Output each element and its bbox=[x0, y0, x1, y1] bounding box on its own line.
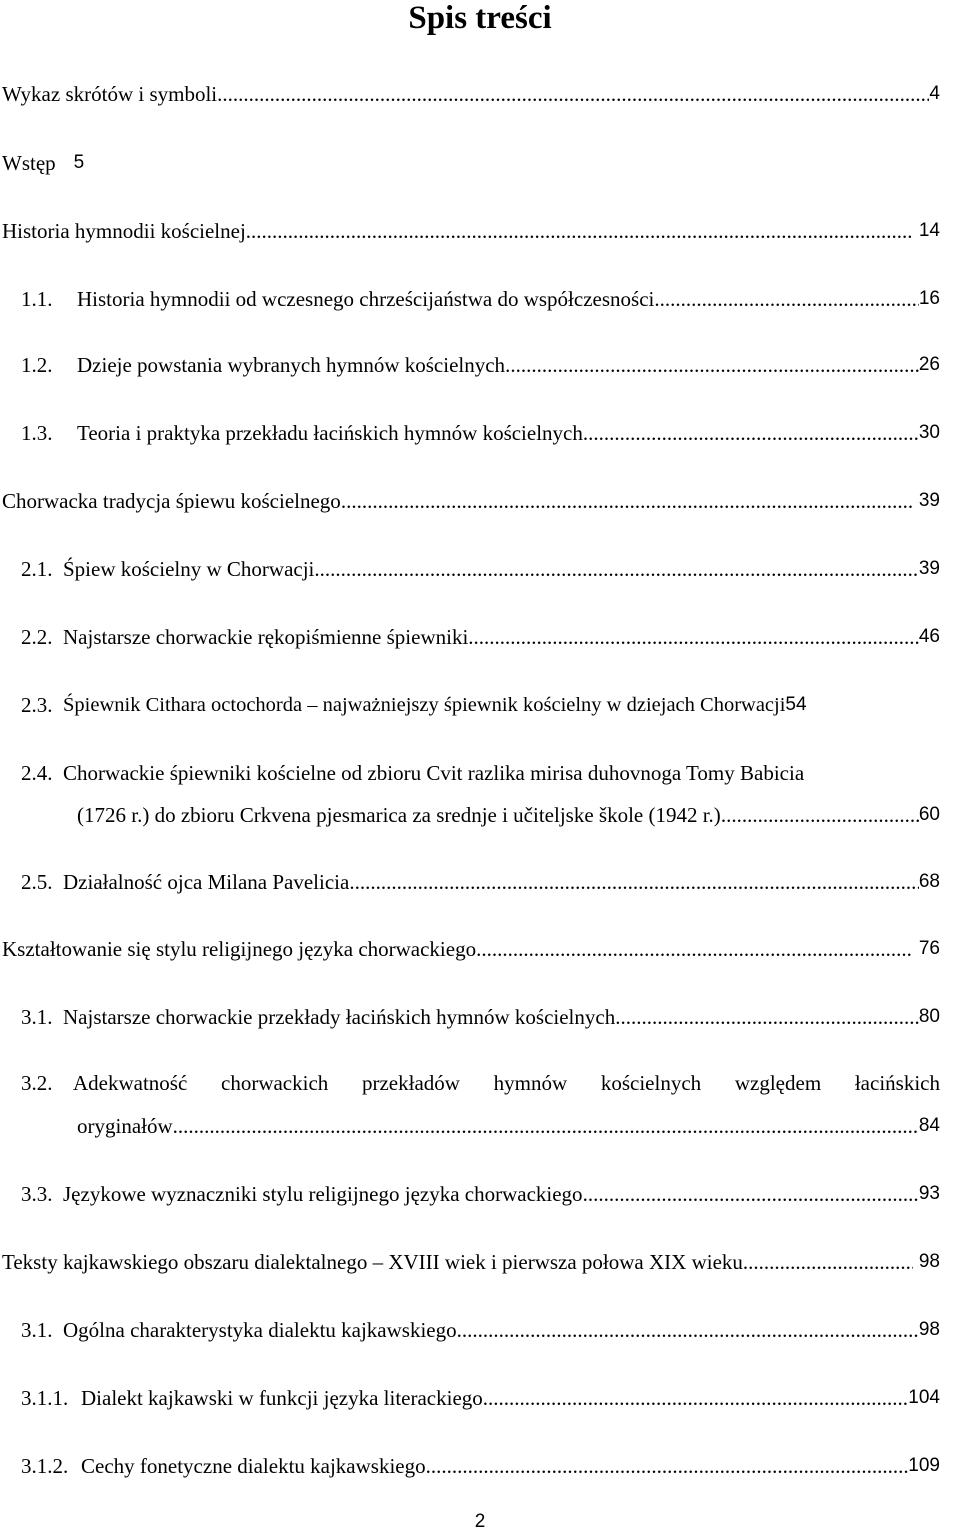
leader-dots bbox=[349, 867, 919, 897]
toc-entry[interactable] bbox=[21, 867, 940, 897]
toc-entry-continuation[interactable] bbox=[77, 1111, 940, 1141]
page-title: Spis treści bbox=[408, 0, 552, 36]
toc-entry-text: Adekwatność chorwackich przekładów hymnów kościelnych względem łacińskich bbox=[73, 1071, 940, 1095]
leader-dots bbox=[483, 1383, 909, 1413]
toc-entry[interactable] bbox=[21, 690, 940, 720]
leader-dots bbox=[173, 1111, 919, 1141]
toc-entry-number: 3.2. bbox=[21, 1071, 53, 1095]
leader-dots bbox=[583, 418, 919, 448]
toc-entry-text: Dzieje powstania wybranych hymnów kościelnych bbox=[77, 353, 506, 377]
leader-dots bbox=[426, 1451, 909, 1481]
toc-entry[interactable] bbox=[21, 1068, 940, 1098]
toc-entry-text: Działalność ojca Milana Pavelicia bbox=[63, 870, 350, 894]
toc-entry-page: 93 bbox=[918, 1183, 940, 1204]
leader-dots bbox=[314, 554, 918, 584]
toc-entry-number: 3.1. bbox=[21, 1005, 53, 1029]
toc-entry[interactable] bbox=[2, 79, 940, 109]
toc-entry[interactable] bbox=[21, 1383, 940, 1413]
toc-entry-text: Cechy fonetyczne dialektu kajkawskiego bbox=[81, 1454, 426, 1478]
toc-entry[interactable] bbox=[21, 758, 940, 788]
toc-entry[interactable] bbox=[21, 418, 940, 448]
toc-entry-text: Historia hymnodii od wczesnego chrześcijaństwa do współczesności bbox=[77, 287, 655, 311]
toc-entry-number: 3.1. bbox=[21, 1318, 53, 1342]
leader-dots bbox=[217, 79, 929, 109]
toc-entry-page: 104 bbox=[908, 1387, 940, 1408]
toc-entry-page: 84 bbox=[918, 1115, 940, 1136]
toc-entry[interactable] bbox=[21, 1451, 940, 1481]
toc-entry[interactable] bbox=[21, 1002, 940, 1032]
toc-entry-page: 98 bbox=[918, 1251, 940, 1272]
toc-entry-page: 39 bbox=[918, 490, 940, 511]
toc-entry[interactable] bbox=[2, 1247, 940, 1277]
toc-entry-page: 80 bbox=[918, 1006, 940, 1027]
toc-entry-page: 46 bbox=[918, 626, 940, 647]
leader-dots bbox=[721, 800, 919, 830]
toc-entry-text: Wstęp bbox=[2, 151, 56, 175]
toc-entry[interactable] bbox=[21, 1315, 940, 1345]
toc-entry-text: Chorwacka tradycja śpiewu kościelnego bbox=[2, 489, 341, 513]
toc-entry-text: Najstarsze chorwackie rękopiśmienne śpiewniki bbox=[63, 625, 469, 649]
toc-entry-page: 98 bbox=[918, 1319, 940, 1340]
toc-entry-page: 60 bbox=[918, 804, 940, 825]
toc-entry-page: 5 bbox=[73, 152, 85, 173]
toc-entry[interactable] bbox=[21, 554, 940, 584]
toc-entry[interactable] bbox=[21, 350, 940, 380]
toc-entry-page: 54 bbox=[785, 694, 807, 715]
toc-entry-page: 16 bbox=[918, 288, 940, 309]
toc-entry-page: 26 bbox=[918, 354, 940, 375]
toc-entry[interactable] bbox=[2, 486, 940, 516]
leader-dots bbox=[654, 284, 919, 314]
leader-dots bbox=[246, 216, 913, 246]
leader-dots bbox=[468, 622, 919, 652]
toc-entry-text: Teksty kajkawskiego obszaru dialektalnego – XVIII wiek i pierwsza połowa XIX wieku bbox=[2, 1250, 743, 1274]
toc-entry-text: Śpiewnik Cithara octochorda – najważniejszy śpiewnik kościelny w dziejach Chorwacji bbox=[63, 694, 786, 716]
toc-entry-number: 1.2. bbox=[21, 353, 53, 377]
toc-entry-text: Kształtowanie się stylu religijnego języka chorwackiego bbox=[2, 937, 477, 961]
toc-entry-number: 2.5. bbox=[21, 870, 53, 894]
toc-entry-number: 3.1.1. bbox=[21, 1386, 69, 1410]
toc-entry[interactable] bbox=[21, 1179, 940, 1209]
toc-entry-number: 1.1. bbox=[21, 287, 53, 311]
toc-entry-page: 76 bbox=[918, 938, 940, 959]
toc-entry-page: 109 bbox=[908, 1455, 940, 1476]
toc-entry[interactable] bbox=[2, 148, 202, 178]
toc-entry-number: 2.3. bbox=[21, 693, 53, 717]
toc-entry-number: 3.1.2. bbox=[21, 1454, 69, 1478]
toc-entry-number: 1.3. bbox=[21, 421, 53, 445]
toc-entry-number: 2.4. bbox=[21, 761, 53, 785]
toc-entry[interactable] bbox=[2, 216, 940, 246]
toc-entry-number: 3.3. bbox=[21, 1182, 53, 1206]
toc-entry-text: Śpiew kościelny w Chorwacji bbox=[63, 557, 315, 581]
toc-entry-page: 4 bbox=[929, 83, 940, 104]
toc-entry-text: Dialekt kajkawski w funkcji języka literackiego bbox=[81, 1386, 483, 1410]
leader-dots bbox=[743, 1247, 913, 1277]
page-number: 2 bbox=[474, 1511, 486, 1532]
leader-dots bbox=[476, 934, 913, 964]
toc-entry-text: Teoria i praktyka przekładu łacińskich hymnów kościelnych bbox=[77, 421, 583, 445]
leader-dots bbox=[341, 486, 913, 516]
toc-entry-text: Chorwackie śpiewniki kościelne od zbioru Cvit razlika mirisa duhovnoga Tomy Babicia bbox=[63, 761, 805, 785]
toc-entry-text: Wykaz skrótów i symboli bbox=[2, 82, 218, 106]
leader-dots bbox=[583, 1179, 919, 1209]
toc-entry-page: 68 bbox=[918, 871, 940, 892]
toc-entry-text: Historia hymnodii kościelnej bbox=[2, 219, 246, 243]
toc-entry[interactable] bbox=[21, 284, 940, 314]
toc-entry-text: Ogólna charakterystyka dialektu kajkawskiego bbox=[63, 1318, 457, 1342]
leader-dots bbox=[615, 1002, 919, 1032]
toc-entry-text: Językowe wyznaczniki stylu religijnego języka chorwackiego bbox=[63, 1182, 583, 1206]
toc-entry-text: (1726 r.) do zbioru Crkvena pjesmarica za srednje i učiteljske škole (1942 r.) bbox=[77, 803, 721, 827]
toc-entry-page: 14 bbox=[918, 220, 940, 241]
leader-dots bbox=[457, 1315, 919, 1345]
toc-entry-number: 2.2. bbox=[21, 625, 53, 649]
toc-entry-text: oryginałów bbox=[77, 1114, 173, 1138]
toc-entry-number: 2.1. bbox=[21, 557, 53, 581]
toc-entry[interactable] bbox=[21, 622, 940, 652]
toc-entry-page: 39 bbox=[918, 558, 940, 579]
toc-entry-page: 30 bbox=[918, 422, 940, 443]
toc-entry-text: Najstarsze chorwackie przekłady łacińskich hymnów kościelnych bbox=[63, 1005, 616, 1029]
toc-entry[interactable] bbox=[2, 934, 940, 964]
toc-entry-continuation[interactable] bbox=[77, 800, 940, 830]
leader-dots bbox=[505, 350, 919, 380]
